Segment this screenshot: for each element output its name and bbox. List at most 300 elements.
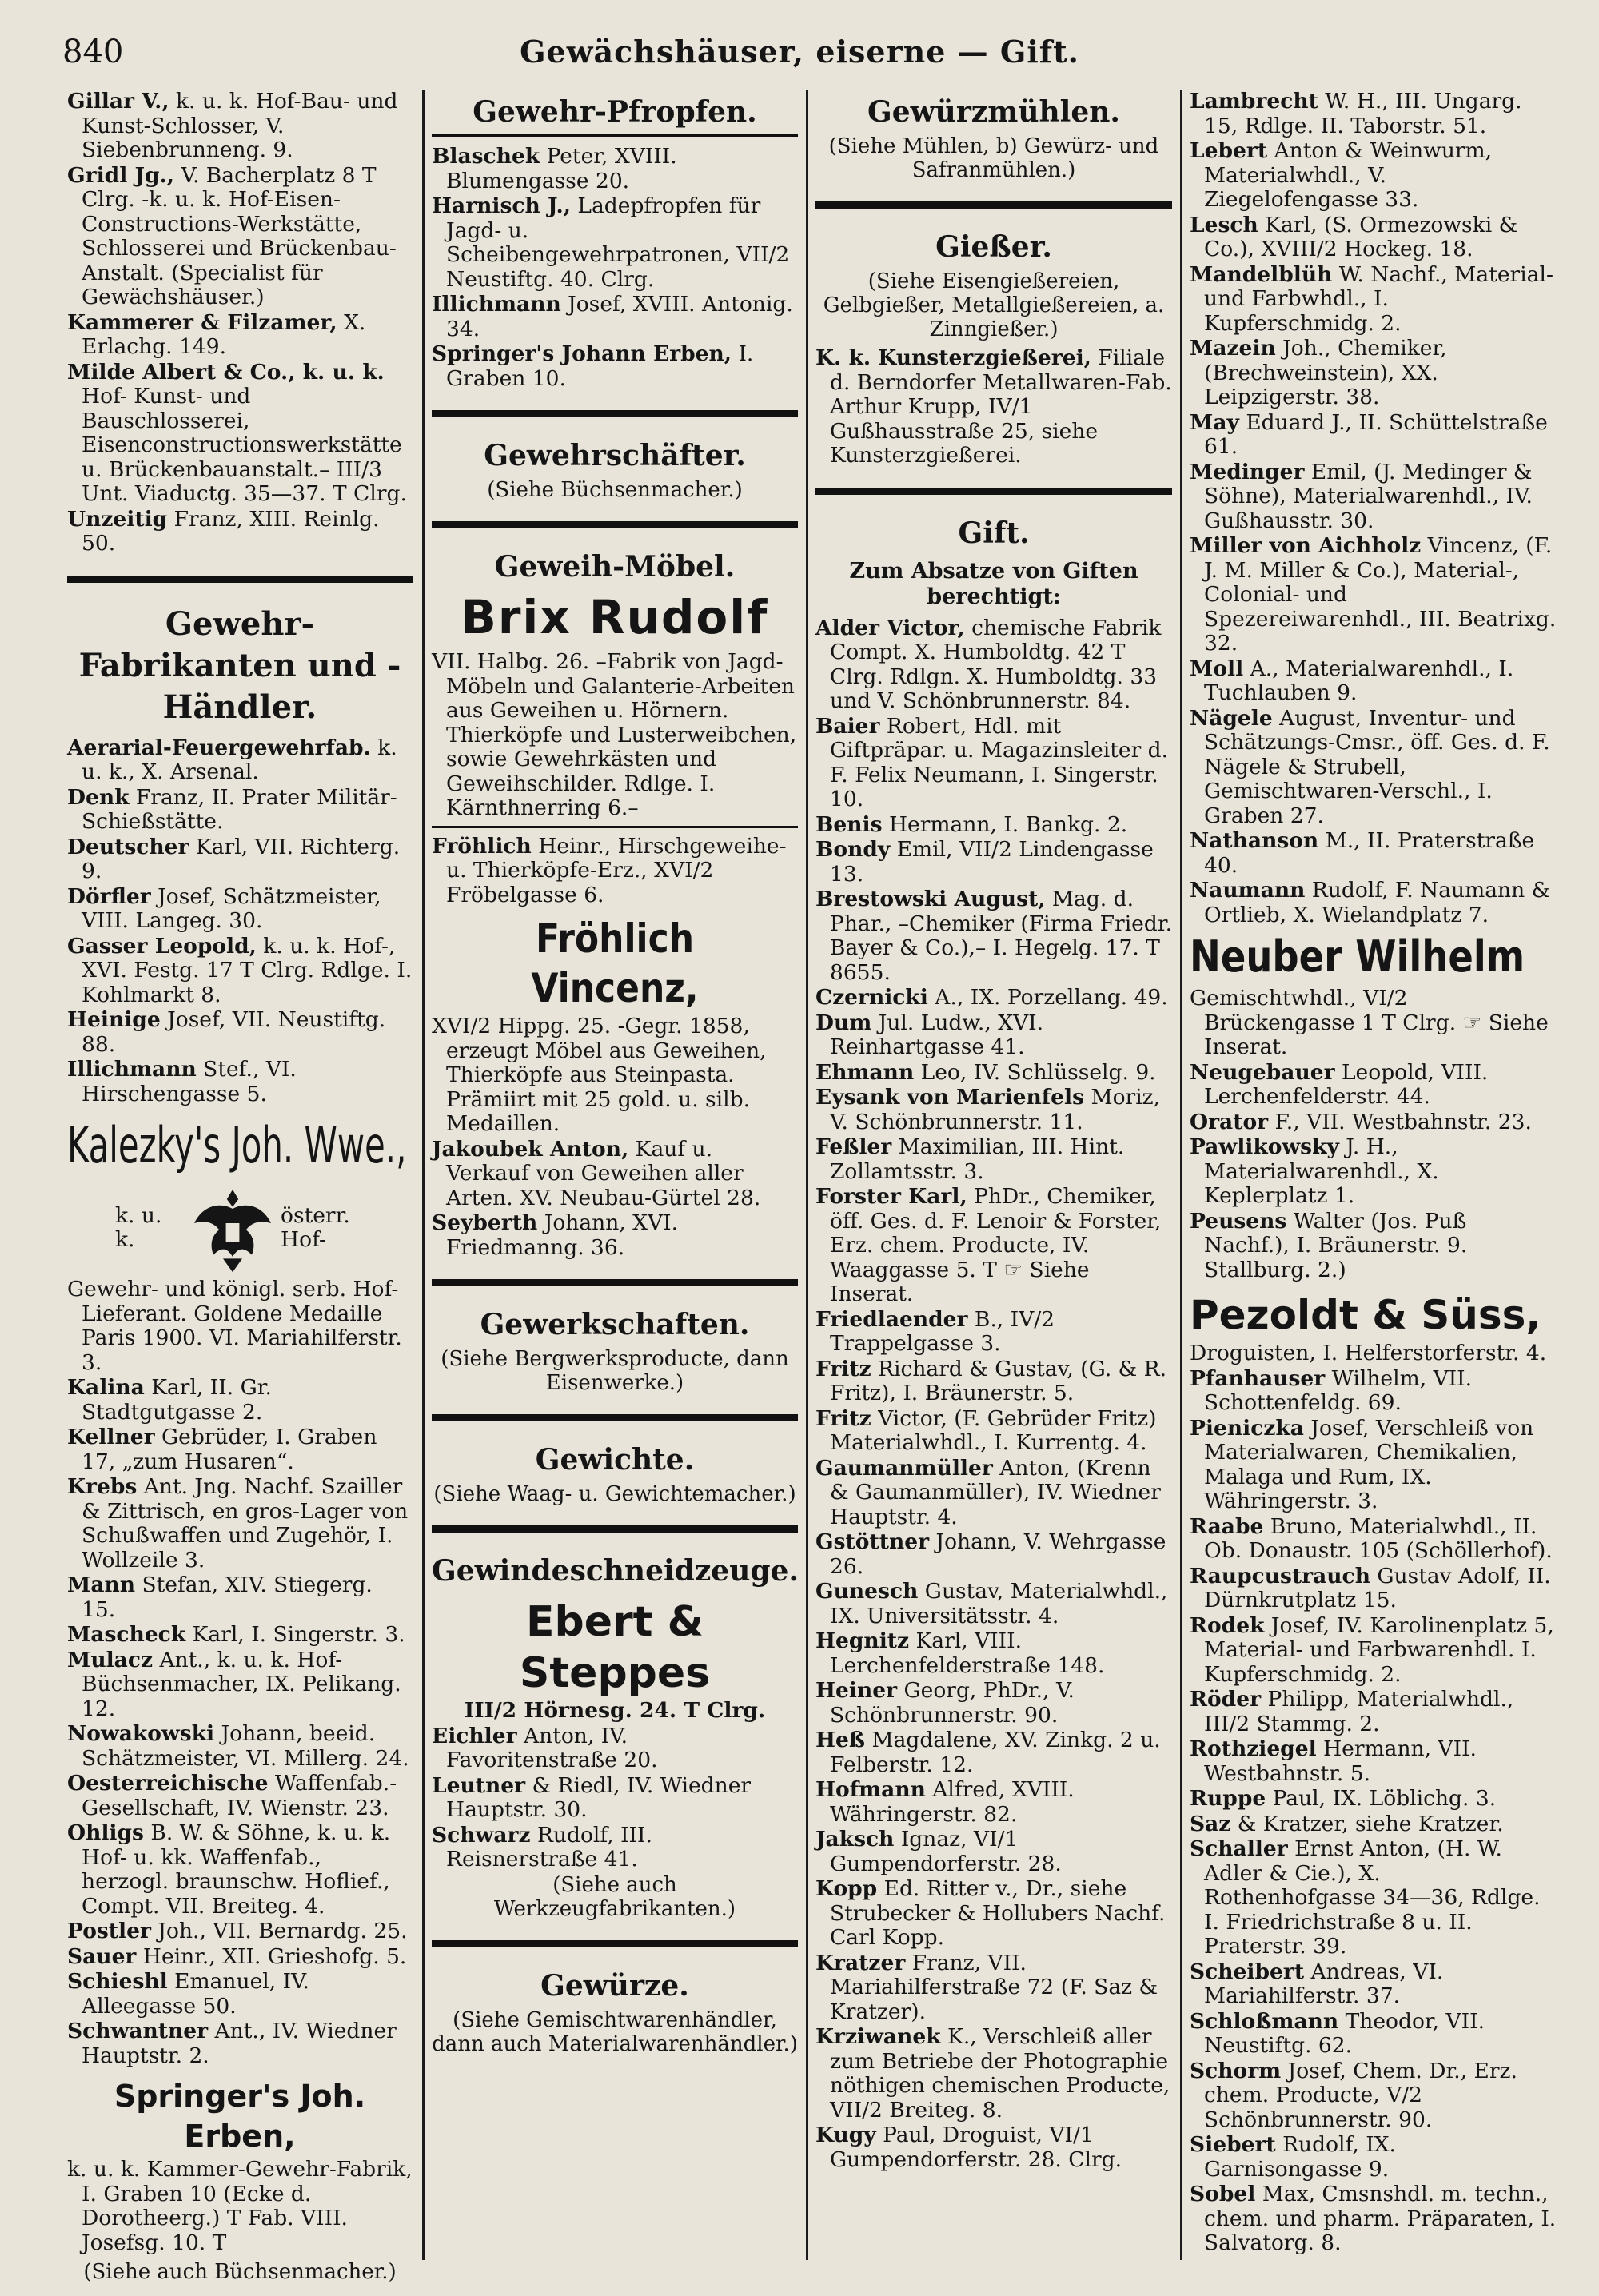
entry-text: Johann, XVI. Friedmanng. 36.: [446, 1210, 679, 1260]
entry-name: Schieshl: [67, 1969, 168, 1994]
entry-name: Leutner: [432, 1772, 526, 1798]
entry-name: Siebert: [1190, 2132, 1276, 2157]
entry-name: Mann: [67, 1573, 136, 1597]
entry-text: Ignaz, VI/1 Gumpendorferstr. 28.: [830, 1827, 1062, 1876]
entry-name: Unzeitig: [67, 506, 168, 532]
directory-entry: [1190, 337, 1557, 410]
entry-name: Sobel: [1190, 2182, 1256, 2206]
entry-text: Philipp, Materialwhdl., III/2 Stammg. 2.: [1204, 1687, 1514, 1736]
entry-name: Nathanson: [1190, 828, 1319, 853]
entry-text: Rudolf, III. Reisnerstraße 41.: [446, 1822, 652, 1871]
section-note: (Siehe Büchsenmacher.): [487, 478, 743, 502]
ebert-ad-name: Ebert & Steppes: [519, 1598, 711, 1697]
section-note: (Siehe Bergwerksproducte, dann Eisenwerke.): [441, 1347, 789, 1395]
entry-name: Schorm: [1190, 2058, 1282, 2083]
entry-text: Kauf u. Verkauf von Geweihen aller Arten. XV. Neubau-Gürtel 28.: [446, 1136, 761, 1210]
entry-name: Scheibert: [1190, 1959, 1305, 1984]
section-note: (Siehe Mühlen, b) Gewürz- und Safranmühlen.): [828, 134, 1159, 182]
entry-name: Friedlaender: [815, 1306, 968, 1332]
entry-text: Karl, II. Gr. Stadtgutgasse 2.: [82, 1375, 272, 1425]
section-rule: [432, 1279, 798, 1286]
column-3: [815, 90, 1172, 2264]
entry-name: Fritz: [815, 1405, 871, 1431]
entry-name: Gillar V.,: [67, 89, 169, 114]
section-title: Gewürzmühlen.: [867, 95, 1120, 129]
directory-entry: [815, 1185, 1172, 1307]
entry-name: Kugy: [815, 2123, 876, 2147]
entry-name: Harnisch J.,: [432, 193, 571, 218]
entry-text: Johann, V. Wehrgasse 26.: [830, 1529, 1166, 1579]
entry-text: Ed. Ritter v., Dr., siehe Strubecker & Hollubers Nachf. Carl Kopp.: [830, 1876, 1166, 1950]
entry-text: Gebrüder, I. Graben 17, „zum Husaren“.: [82, 1425, 377, 1474]
entry-text: Karl, (S. Ormezowski & Co.), XVIII/2 Hockeg. 18.: [1204, 212, 1518, 261]
entry-text: Josef, XVIII. Antonig. 34.: [446, 292, 793, 341]
entry-text: Andreas, VI. Mariahilferstr. 37.: [1204, 1959, 1444, 2008]
entry-text: Anton, IV. Favoritenstraße 20.: [446, 1723, 658, 1772]
directory-entry: [815, 1828, 1172, 1876]
entry-text: Emil, (J. Medinger & Söhne), Materialwarenhdl., IV. Gußhausstr. 30.: [1204, 459, 1533, 533]
entry-text: Rudolf, IX. Garnisongasse 9.: [1204, 2132, 1396, 2182]
kalezky-ad-left: k. u. k.: [115, 1202, 162, 1252]
entry-text: Joh., Chemiker, (Brechweinstein), XX. Leipzigerstr. 38.: [1204, 336, 1447, 409]
section-rule: [815, 488, 1172, 495]
directory-entry: [67, 1772, 413, 1820]
directory-entry: [1190, 2133, 1557, 2182]
directory-entry: [1190, 411, 1557, 460]
running-head: Gewächshäuser, eiserne — Gift.: [520, 34, 1079, 70]
directory-entry: [432, 145, 798, 193]
entry-name: Röder: [1190, 1687, 1262, 1712]
double-eagle-icon: [185, 1180, 281, 1276]
entry-text: Mag. d. Phar., –Chemiker (Firma Friedr. Bayer & Co.),– I. Hegelg. 17. T 8655.: [830, 887, 1173, 985]
entry-text: Waffenfab.-Gesellschaft, IV. Wienstr. 23.: [82, 1771, 397, 1820]
entry-name: Jakoubek Anton,: [432, 1136, 629, 1162]
entry-text: K., Verschleiß aller zum Betriebe der Photographie nöthigen chemischen Producte, VII/2 Breiteg. 8.: [830, 2024, 1170, 2123]
entry-name: Pawlikowsky: [1190, 1134, 1339, 1159]
directory-entry: [67, 1970, 413, 2019]
entry-name: Nowakowski: [67, 1721, 215, 1746]
entry-text: Karl, VII. Richterg. 9.: [82, 834, 401, 883]
directory-entry: [1190, 1515, 1557, 1564]
entry-text: I. Graben 10.: [446, 341, 754, 391]
directory-entry: [67, 1945, 413, 1970]
entry-name: Medinger: [1190, 459, 1305, 484]
entry-name: Eichler: [432, 1723, 517, 1748]
directory-entry: [1190, 2059, 1557, 2133]
section-rule: [432, 1414, 798, 1421]
section-note: (Siehe Eisengießereien, Gelbgießer, Metallgießereien, a. Zinngießer.): [823, 269, 1165, 341]
entry-name: Mascheck: [67, 1622, 186, 1647]
directory-entry: [1190, 879, 1557, 927]
entry-text: W. H., III. Ungarg. 15, Rdlge. II. Taborstr. 51.: [1204, 89, 1522, 138]
directory-entry: [815, 2123, 1172, 2172]
column-1: [67, 89, 413, 2284]
entry-text: Gustav, Materialwhdl., IX. Universitätsstr. 4.: [830, 1579, 1168, 1628]
column-divider: [1180, 90, 1182, 2260]
section-rule: [432, 1940, 798, 1947]
entry-text: Bruno, Materialwhdl., II. Ob. Donaustr. 105 (Schöllerhof).: [1204, 1513, 1553, 1563]
directory-entry: [815, 1629, 1172, 1678]
section-rule: [432, 521, 798, 528]
entry-text: Heinr., XII. Grieshofg. 5.: [136, 1943, 407, 1969]
entry-text: Franz, VII. Mariahilferstraße 72 (F. Saz & Kratzer).: [830, 1950, 1158, 2024]
entry-name: Dörfler: [67, 883, 151, 909]
entry-name: Schaller: [1190, 1836, 1288, 1861]
entry-text: Paul, Droguist, VI/1 Gumpendorferstr. 28. Clrg.: [830, 2123, 1122, 2172]
directory-entry: [815, 616, 1172, 714]
entry-text: & Riedl, IV. Wiedner Hauptstr. 30.: [446, 1772, 752, 1822]
section-title: Gewindeschneidzeuge.: [432, 1554, 799, 1588]
frohlich-ad-text: XVI/2 Hippg. 25. -Gegr. 1858, erzeugt Möbel aus Geweihen, Thierköpfe aus Steinpasta. Prämiirt mit 25 gold. u. silb. Medaillen.: [432, 1014, 767, 1136]
entry-name: Deutscher: [67, 834, 189, 859]
section-rule: [432, 134, 798, 137]
directory-entry: [815, 1357, 1172, 1406]
entry-text: Ant. Jng. Nachf. Szailler & Zittrisch, en gros-Lager von Schußwaffen und Zugehör, I. Wollzeile 3.: [82, 1474, 409, 1573]
entry-name: Gstöttner: [815, 1529, 930, 1554]
frohlich-ad-name: Fröhlich Vincenz,: [531, 915, 699, 1011]
entry-name: Kratzer: [815, 1950, 906, 1975]
kalezky-ad-right: österr. Hof-: [281, 1202, 350, 1252]
entry-name: Rothziegel: [1190, 1736, 1317, 1761]
entry-text: PhDr., Chemiker, öff. Ges. d. F. Lenoir & Forster, Erz. chem. Producte, IV. Waaggasse 5. T ☞ Siehe Inserat.: [830, 1184, 1162, 1306]
directory-entry: [432, 194, 798, 292]
brix-ad-text: VII. Halbg. 26. –Fabrik von Jagd-Möbeln und Galanterie-Arbeiten aus Geweihen u. Hörnern. Thierköpfe und Lusterweibchen, sowie Gewehrkästen und Geweihschilder. Rdlge. I. Kärnthnerring 6.–: [432, 649, 797, 820]
entry-text: Vincenz, (F. J. M. Miller & Co.), Material-, Colonial- und Spezereiwarenhdl., III. Beatrixg. 32.: [1204, 533, 1557, 656]
section-rule: [67, 576, 413, 583]
directory-entry: [67, 736, 413, 785]
directory-entry: [67, 508, 413, 556]
directory-entry: [1190, 263, 1557, 337]
entry-name: Moll: [1190, 656, 1244, 681]
directory-entry: [815, 838, 1172, 887]
section-note: (Siehe Waag- u. Gewichtemacher.): [433, 1482, 796, 1506]
directory-entry: [1190, 707, 1557, 829]
entry-text: Wilhelm, VII. Schottenfeldg. 69.: [1204, 1365, 1473, 1415]
entry-text: B., IV/2 Trappelgasse 3.: [830, 1306, 1055, 1356]
entry-name: Kopp: [815, 1876, 878, 1901]
entry-text: Josef, Verschleiß von Materialwaren, Chemikalien, Malaga und Rum, IX. Währingerstr. 3.: [1204, 1415, 1534, 1513]
directory-entry: [1190, 534, 1557, 656]
directory-entry: [1190, 1614, 1557, 1688]
entry-name: Gridl Jg.,: [67, 162, 175, 188]
entry-name: Heiner: [815, 1678, 898, 1703]
entry-text: Stef., VI. Hirschengasse 5.: [82, 1057, 297, 1106]
entry-text: Karl, I. Singerstr. 3.: [185, 1622, 405, 1647]
entry-text: Leo, IV. Schlüsselg. 9.: [914, 1059, 1156, 1085]
entry-text: Josef, Chem. Dr., Erz. chem. Producte, V/2 Schönbrunnerstr. 90.: [1204, 2058, 1517, 2132]
entry-text: chemische Fabrik Compt. X. Humboldtg. 42 T Clrg. Rdlgn. X. Humboldtg. 33 und V. Schönbrunnerstr. 84.: [830, 615, 1162, 713]
directory-entry: [1190, 829, 1557, 878]
entry-text: Maximilian, III. Hint. Zollamtsstr. 3.: [830, 1134, 1125, 1184]
directory-entry: [1190, 1210, 1557, 1283]
directory-entry: [1190, 1787, 1557, 1812]
entry-name: Peusens: [1190, 1208, 1287, 1234]
directory-entry: [815, 1951, 1172, 2025]
entry-text: Richard & Gustav, (G. & R. Fritz), I. Bräunerstr. 5.: [830, 1356, 1167, 1405]
entry-text: Paul, IX. Löblichg. 3.: [1266, 1786, 1497, 1811]
entry-name: Hegnitz: [815, 1628, 910, 1653]
entry-name: Baier: [815, 713, 880, 739]
springer-ad-text: k. u. k. Kammer-Gewehr-Fabrik, I. Graben 10 (Ecke d. Dorotheerg.) T Fab. VIII. Josefsg. 10. T: [67, 2157, 413, 2255]
entry-name: Lebert: [1190, 138, 1268, 163]
entry-name: Mandelblüh: [1190, 261, 1333, 287]
section-note: (Siehe Gemischtwarenhändler, dann auch Materialwarenhändler.): [432, 2007, 798, 2056]
directory-entry: [67, 1058, 413, 1106]
entry-name: Benis: [815, 811, 883, 837]
entry-name: Czernicki: [815, 985, 928, 1010]
directory-entry: [67, 1623, 413, 1648]
entry-name: Blaschek: [432, 144, 540, 169]
section-title: Gewehr-Fabrikanten und -Händler.: [78, 604, 401, 726]
entry-name: Denk: [67, 784, 130, 810]
entry-text: Johann, beeid. Schätzmeister, VI. Millerg. 24.: [82, 1721, 409, 1771]
directory-entry: [432, 835, 798, 908]
directory-entry: [67, 2019, 413, 2068]
section-title: Gießer.: [935, 230, 1052, 264]
directory-entry: [432, 1774, 798, 1823]
brix-ad-name: Brix Rudolf: [461, 590, 769, 644]
entry-text: W. Nachf., Material- und Farbwhdl., I. Kupferschmidg. 2.: [1204, 261, 1553, 336]
column-divider: [422, 90, 425, 2260]
entry-text: J. H., Materialwarenhdl., X. Keplerplatz 1.: [1204, 1134, 1439, 1208]
entry-name: Heß: [815, 1728, 866, 1752]
entry-name: Nägele: [1190, 705, 1273, 731]
entry-name: Orator: [1190, 1109, 1269, 1134]
entry-text: Theodor, VII. Neustiftg. 62.: [1204, 2008, 1485, 2058]
entry-name: Hofmann: [815, 1777, 926, 1802]
directory-entry: [1190, 460, 1557, 534]
entry-name: Neugebauer: [1190, 1059, 1335, 1085]
entry-text: Heinr., Hirschgeweihe- u. Thierköpfe-Erz., XVI/2 Fröbelgasse 6.: [446, 833, 787, 907]
entry-text: Moriz, V. Schönbrunnerstr. 11.: [830, 1085, 1161, 1134]
entry-text: F., VII. Westbahnstr. 23.: [1268, 1109, 1532, 1134]
entry-text: Ernst Anton, (H. W. Adler & Cie.), X. Rothenhofgasse 34—36, Rdlge. I. Friedrichstraße 8 u. II. Praterstr. 39.: [1204, 1836, 1541, 1959]
entry-text: Leopold, VIII. Lerchenfelderstr. 44.: [1204, 1059, 1489, 1109]
directory-entry: [1190, 90, 1557, 138]
kalezky-ad-name: Kalezky's Joh. Wwe.,: [67, 1116, 407, 1174]
pezoldt-ad-text: Droguisten, I. Helferstorferstr. 4.: [1190, 1341, 1547, 1365]
entry-text: Josef, VII. Neustiftg. 88.: [82, 1007, 386, 1057]
entry-name: Dum: [815, 1010, 872, 1035]
directory-entry: [67, 1722, 413, 1771]
directory-entry: [815, 1061, 1172, 1086]
column-4: [1190, 90, 1557, 2264]
directory-entry: [815, 887, 1172, 985]
entry-name: Pieniczka: [1190, 1415, 1304, 1441]
entry-name: Raupcustrauch: [1190, 1563, 1370, 1588]
pezoldt-ad-name: Pezoldt & Süss,: [1190, 1292, 1541, 1338]
entry-text: k. u. k. Hof-Bau- und Kunst-Schlosser, V. Siebenbrunneng. 9.: [82, 89, 398, 162]
entry-name: Saz: [1190, 1811, 1231, 1836]
directory-entry: [67, 1821, 413, 1919]
entry-name: Forster Karl,: [815, 1184, 967, 1209]
entry-name: Gasser Leopold,: [67, 933, 257, 959]
entry-text: Franz, XIII. Reinlg. 50.: [82, 506, 380, 556]
directory-entry: [67, 1573, 413, 1622]
entry-name: Krebs: [67, 1474, 138, 1499]
entry-name: Lambrecht: [1190, 89, 1318, 114]
entry-name: Fritz: [815, 1356, 871, 1381]
section-subtitle: Zum Absatze von Giften berechtigt:: [849, 558, 1138, 609]
entry-text: V. Bacherplatz 8 T Clrg. -k. u. k. Hof-Eisen-Constructions-Werkstätte, Schlosserei und Brückenbau-Anstalt. (Specialist für Gewächshäuser.): [82, 162, 397, 309]
springer-ad-name: Springer's Joh. Erben,: [114, 2079, 366, 2154]
entry-text: Peter, XVIII. Blumengasse 20.: [446, 144, 677, 193]
directory-entry: [1190, 1565, 1557, 1613]
directory-entry: [1190, 1061, 1557, 1110]
entry-name: K. k. Kunsterzgießerei,: [815, 345, 1091, 370]
section-note: (Siehe auch Werkzeugfabrikanten.): [493, 1872, 736, 1921]
directory-entry: [432, 1724, 798, 1773]
directory-entry: [815, 1135, 1172, 1184]
entry-name: Aerarial-Feuergewehrfab.: [67, 735, 371, 760]
entry-text: Georg, PhDr., V. Schönbrunnerstr. 90.: [830, 1678, 1075, 1728]
entry-name: Oesterreichische: [67, 1771, 269, 1796]
entry-text: Joh., VII. Bernardg. 25.: [150, 1919, 408, 1943]
entry-name: Alder Victor,: [815, 615, 965, 640]
directory-entry: [815, 1407, 1172, 1456]
entry-text: Anton, (Krenn & Gaumanmüller), IV. Wiedner Hauptstr. 4.: [830, 1455, 1161, 1529]
directory-entry: [1190, 1367, 1557, 1416]
directory-entry: [67, 935, 413, 1008]
entry-text: Eduard J., II. Schüttelstraße 61.: [1204, 409, 1548, 459]
entry-text: August, Inventur- und Schätzungs-Cmsr., öff. Ges. d. F. Nägele & Strubell, Gemischtwaren-Verschl., I. Graben 27.: [1204, 705, 1550, 828]
entry-name: Naumann: [1190, 878, 1306, 903]
entry-name: Mazein: [1190, 336, 1276, 361]
directory-entry: [815, 1086, 1172, 1134]
directory-entry: [815, 1308, 1172, 1357]
entry-name: Krziwanek: [815, 2024, 941, 2049]
entry-text: Walter (Jos. Puß Nachf.), I. Bräunerstr. 9. Stallburg. 2.): [1204, 1208, 1468, 1282]
entry-name: Miller von Aichholz: [1190, 533, 1422, 558]
directory-entry: [67, 1376, 413, 1425]
entry-text: k. u. k. Hof-, XVI. Festg. 17 T Clrg. Rdlge. I. Kohlmarkt 8.: [82, 933, 413, 1007]
entry-text: Rudolf, F. Naumann & Ortlieb, X. Wielandplatz 7.: [1204, 878, 1551, 927]
directory-entry: [432, 1138, 798, 1211]
entry-name: Sauer: [67, 1943, 137, 1969]
section-title: Gewehr-Pfropfen.: [473, 95, 757, 129]
directory-entry: [432, 1211, 798, 1260]
entry-name: Postler: [67, 1919, 151, 1943]
directory-entry: [1190, 139, 1557, 213]
entry-name: Brestowski August,: [815, 887, 1046, 911]
directory-entry: [67, 1648, 413, 1722]
entry-text: X. Erlachg. 149.: [82, 309, 366, 359]
section-title: Gift.: [958, 516, 1030, 550]
entry-name: Ohligs: [67, 1820, 144, 1845]
entry-text: Ladepfropfen für Jagd- u. Scheibengewehrpatronen, VII/2 Neustiftg. 40. Clrg.: [446, 193, 790, 292]
entry-text: B. W. & Söhne, k. u. k. Hof- u. kk. Waffenfab., herzogl. braunschw. Hoflief., Compt. VII. Breiteg. 4.: [82, 1820, 391, 1919]
entry-name: Kellner: [67, 1425, 155, 1449]
entry-name: Seyberth: [432, 1210, 538, 1235]
directory-entry: [815, 1778, 1172, 1827]
directory-entry: [1190, 1960, 1557, 2009]
section-title: Gewichte.: [535, 1443, 695, 1477]
entry-name: Fröhlich: [432, 833, 532, 859]
directory-entry: [67, 1919, 413, 1944]
entry-text: Stefan, XIV. Stiegerg. 15.: [82, 1573, 373, 1622]
entry-name: Mulacz: [67, 1647, 154, 1672]
section-rule: [815, 201, 1172, 209]
page-number: 840: [62, 34, 124, 70]
directory-entry: [1190, 1417, 1557, 1514]
directory-entry: [815, 1728, 1172, 1777]
directory-entry: [67, 885, 413, 934]
entry-name: Schloßmann: [1190, 2008, 1339, 2034]
directory-entry: [1190, 1737, 1557, 1786]
ad-rule: [432, 826, 798, 828]
entry-text: Ant., k. u. k. Hof-Büchsenmacher, IX. Pelikang. 12.: [82, 1647, 401, 1721]
entry-name: Illichmann: [67, 1057, 197, 1082]
entry-name: Ehmann: [815, 1059, 915, 1085]
directory-entry: [432, 1824, 798, 1872]
entry-text: Emil, VII/2 Lindengasse 13.: [830, 837, 1154, 887]
directory-entry: [432, 342, 798, 391]
directory-entry: [815, 1580, 1172, 1628]
entry-text: Hof- Kunst- und Bauschlosserei, Eisenconstructionswerkstätte u. Brückenbauanstalt.– III/3 Unt. Viaductg. 35—37. T Clrg.: [82, 384, 407, 506]
section-title: Gewürze.: [540, 1968, 689, 2003]
entry-text: Victor, (F. Gebrüder Fritz) Materialwhdl., I. Kurrentg. 4.: [830, 1405, 1157, 1455]
entry-text: Hermann, I. Bankg. 2.: [882, 811, 1128, 837]
entry-text: & Kratzer, siehe Kratzer.: [1230, 1811, 1504, 1836]
kalezky-ad-emblem-row: [67, 1180, 413, 1276]
directory-entry: [1190, 1110, 1557, 1135]
entry-text: Emanuel, IV. Alleegasse 50.: [82, 1969, 309, 2019]
entry-name: May: [1190, 409, 1239, 435]
entry-name: Lesch: [1190, 212, 1258, 237]
directory-entry: [1190, 213, 1557, 262]
entry-text: Alfred, XVIII. Währingerstr. 82.: [830, 1777, 1075, 1827]
directory-entry: [815, 813, 1172, 838]
directory-entry: [815, 986, 1172, 1010]
directory-entry: [67, 786, 413, 835]
section-title: Gewerkschaften.: [480, 1308, 750, 1341]
column-2: [432, 90, 798, 2264]
entry-name: Kammerer & Filzamer,: [67, 309, 337, 335]
section-rule: [432, 1525, 798, 1533]
directory-entry: [1190, 1688, 1557, 1736]
entry-name: Gaumanmüller: [815, 1455, 993, 1481]
entry-name: Bondy: [815, 837, 891, 862]
directory-entry: [815, 715, 1172, 812]
entry-text: Josef, IV. Karolinenplatz 5, Material- und Farbwarenhdl. I. Kupferschmidg. 2.: [1204, 1612, 1554, 1687]
directory-entry: [815, 1877, 1172, 1951]
directory-entry: [1190, 657, 1557, 706]
directory-entry: [67, 1475, 413, 1573]
entry-name: Heinige: [67, 1007, 161, 1032]
entry-text: k. u. k., X. Arsenal.: [82, 735, 397, 784]
entry-text: A., Materialwarenhdl., I. Tuchlauben 9.: [1204, 656, 1514, 705]
directory-entry: [815, 1530, 1172, 1579]
entry-name: Rodek: [1190, 1612, 1265, 1638]
section-title: Geweih-Möbel.: [494, 550, 736, 584]
directory-entry: [815, 1011, 1172, 1060]
directory-entry: [67, 835, 413, 884]
entry-name: Feßler: [815, 1134, 892, 1159]
entry-name: Springer's Johann Erben,: [432, 341, 732, 366]
directory-entry: [1190, 2010, 1557, 2059]
entry-name: Schwantner: [67, 2019, 209, 2043]
directory-entry: [815, 1457, 1172, 1530]
entry-text: Josef, Schätzmeister, VIII. Langeg. 30.: [82, 883, 381, 933]
entry-text: Magdalene, XV. Zinkg. 2 u. Felberstr. 12.: [830, 1728, 1161, 1777]
directory-entry: [815, 346, 1172, 468]
directory-entry: [67, 1008, 413, 1057]
entry-text: Filiale d. Berndorfer Metallwaren-Fab. Arthur Krupp, IV/1 Gußhausstraße 25, siehe Kunsterzgießerei.: [830, 345, 1172, 468]
entry-name: Pfanhauser: [1190, 1365, 1326, 1391]
neuber-ad-text: Gemischtwhdl., VI/2 Brückengasse 1 T Clrg. ☞ Siehe Inserat.: [1190, 986, 1549, 1059]
springer-ad-note: (Siehe auch Büchsenmacher.): [83, 2260, 397, 2284]
entry-text: Gustav Adolf, II. Dürnkrutplatz 15.: [1204, 1563, 1551, 1612]
